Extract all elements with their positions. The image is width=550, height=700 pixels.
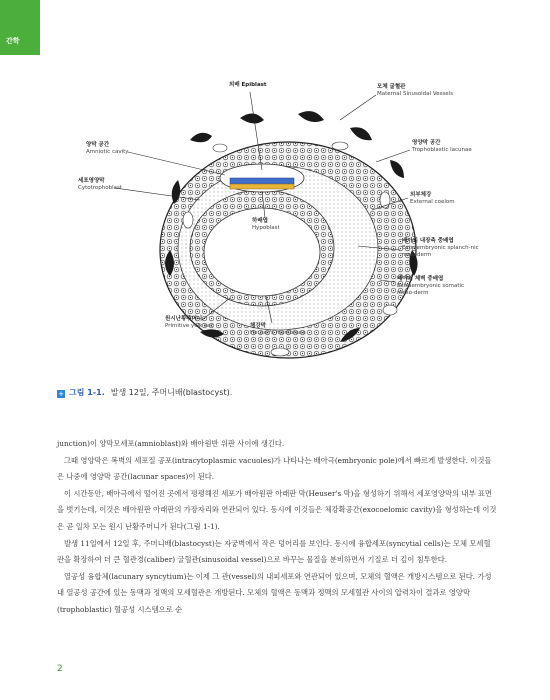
blastocyst-figure [40, 70, 520, 380]
chapter-tab-label: 간학 [6, 37, 20, 45]
label-amniotic-cavity: 양막 공간 Amniotic cavity [86, 142, 129, 155]
label-trophoblastic-lacunae: 영양막 공간 Trophoblastic lacunae [412, 140, 472, 153]
page-number: 2 [57, 664, 63, 674]
epiblast-layer [230, 178, 294, 184]
caption-number: 그림 1-1. [69, 388, 105, 397]
label-cytotrophoblast: 세포영양막 Cytotrophoblast [78, 178, 123, 191]
label-yolk-sac: 원시난황주머니 Primitive yolk sac [165, 316, 214, 329]
paragraph: 열공성 융합체(lacunary syncytium)는 이제 그 관(vessel)의 내피세포와 연관되어 있으며, 모체의 혈액은 개방시스템으로 된다. 가성내 열공성 공간에 있는 동맥과 정맥의 모세혈관은 개방된다. 모체의 혈액은 동맥과 정맥의 모세혈관 사이의 압력차이 결과로 영양막(trophoblastic) 혈공성 시스템으로 순 [57, 571, 492, 614]
caption-bullet-icon: + [58, 390, 64, 398]
label-somatic-mesoderm: 배아외 체벽 중배엽 Extraembryonic somatic meso-derm [397, 276, 465, 296]
label-external-coelom: 외부체강 External coelom [410, 192, 455, 205]
chapter-side-tab [0, 0, 40, 55]
hypoblast-layer [230, 184, 294, 189]
paragraph: junction)이 양막모세포(amnioblast)와 배아원반 위판 사이에 생긴다. [57, 439, 285, 448]
label-maternal-vessels: 모체 굴혈관 Maternal Sinusoidal Vessels [377, 84, 454, 97]
label-epiblast: 외배 Epiblast [229, 82, 267, 88]
body-text [57, 436, 497, 619]
paragraph: 그때 영양막은 복벽의 세포질 공포(intracytoplasmic vacuoles)가 나타나는 배아극(embryonic pole)에서 빠르게 발생한다. 이것들은 나중에 영양막 공간(lacunar spaces)이 된다. [57, 455, 492, 482]
label-splanchnic-mesoderm: 배아외 내장측 중배엽 Extraembryonic splanch-nic mesoderm [402, 238, 479, 258]
label-heuser-membrane: 체강막 Heuser's membrane [250, 323, 306, 336]
caption-text: 발생 12일, 주머니배(blastocyst). [110, 388, 233, 397]
paragraph: 발생 11일에서 12일 후, 주머니배(blastocyst)는 자궁벽에서 작은 덩어리를 보인다. 동시에 융합세포(syncytial cells)는 모체 모세혈관을 확장하여 더 큰 혈관경(caliber) 굴혈관(sinusoidal vessel)으로 바꾸는 물질을 분비하면서 기질로 더 깊이 침투한다. [57, 538, 491, 565]
label-hypoblast: 하배엽 Hypoblast [252, 218, 280, 231]
paragraph: 이 시간동안, 배아극에서 떨어진 곳에서 평평해진 세포가 배아원판 아래판 막(Heuser's 막)을 형성하기 위해서 세포영양막의 내부 표면을 벗기는데, 이것은 배아원판 아래판의 가장자리와 연관되어 있다. 동시에 이것들은 체강확공간(exocoelomic cavity)을 형성하는데 이것은 곧 일차 모는 원시 난황주머니가 된다(그림 1-1). [57, 488, 497, 531]
figure-caption [57, 387, 232, 398]
